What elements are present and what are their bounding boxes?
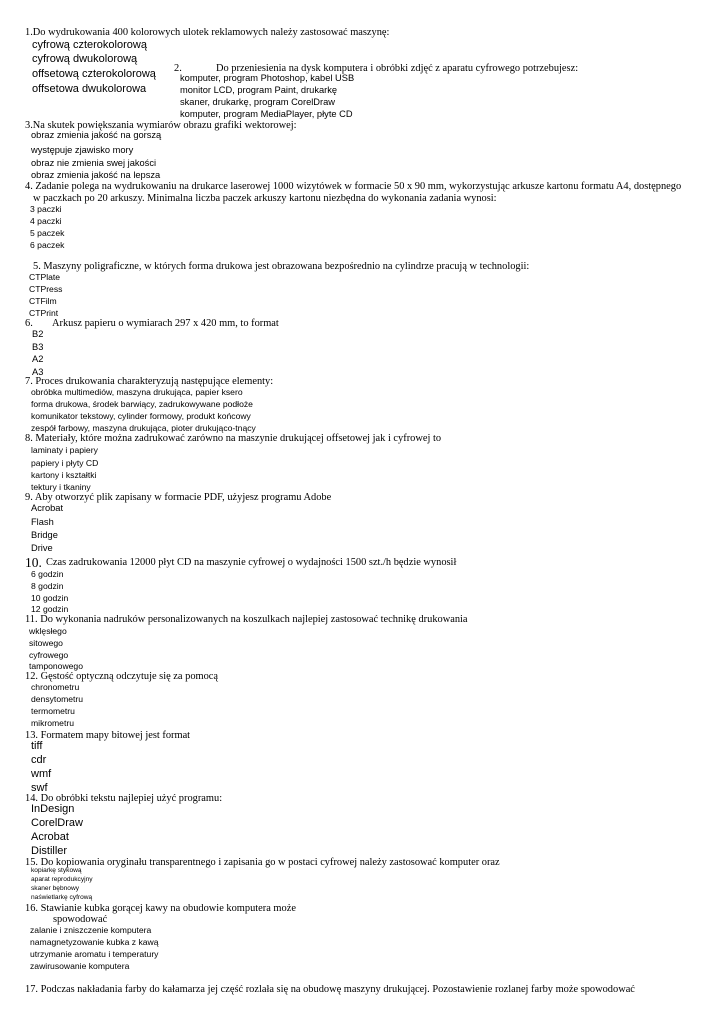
question-15: 15. Do kopiowania oryginału transparentnego i zapisania go w postaci cyfrowej należy zastosować komputer oraz xyxy=(25,857,500,868)
q9-answer-c: Bridge xyxy=(31,530,58,540)
q15-answer-a: kopiarkę stykową xyxy=(31,867,82,874)
q15-answer-d: naświetlarkę cyfrową xyxy=(31,894,93,901)
q7-answer-c: komunikator tekstowy, cylinder formowy, produkt końcowy xyxy=(31,411,251,421)
q10-answer-d: 12 godzin xyxy=(31,604,69,614)
question-16-cont: spowodować xyxy=(53,914,108,925)
q16-answer-c: utrzymanie aromatu i temperatury xyxy=(30,949,159,959)
q5-answer-a: CTPlate xyxy=(29,272,61,282)
q12-answer-c: termometru xyxy=(31,706,75,716)
question-10: Czas zadrukowania 12000 płyt CD na maszynie cyfrowej o wydajności 1500 szt./h będzie wynosił xyxy=(46,557,457,568)
q1-answer-a: cyfrową czterokolorową xyxy=(32,39,147,51)
q12-answer-d: mikrometru xyxy=(31,718,74,728)
q10-answer-c: 10 godzin xyxy=(31,593,69,603)
q4-answer-a: 3 paczki xyxy=(30,204,62,214)
q6-answer-b: B3 xyxy=(32,342,44,352)
q10-answer-a: 6 godzin xyxy=(31,569,64,579)
q2-answer-a: komputer, program Photoshop, kabel USB xyxy=(180,73,355,83)
q10-answer-b: 8 godzin xyxy=(31,581,64,591)
question-6: Arkusz papieru o wymiarach 297 x 420 mm, to format xyxy=(52,318,279,329)
question-16: 16. Stawianie kubka gorącej kawy na obudowie komputera może xyxy=(25,903,296,914)
q16-answer-a: zalanie i zniszczenie komputera xyxy=(30,925,152,935)
q9-answer-a: Acrobat xyxy=(31,503,64,513)
question-5: 5. Maszyny poligraficzne, w których forma drukowa jest obrazowana bezpośrednio na cylindrze pracują w technologii: xyxy=(33,261,530,272)
q14-answer-c: Acrobat xyxy=(31,831,69,843)
question-2-number: 2. xyxy=(174,63,182,74)
question-3: 3.Na skutek powiększania wymiarów obrazu grafiki wektorowej: xyxy=(25,120,297,131)
q13-answer-b: cdr xyxy=(31,754,47,766)
q9-answer-d: Drive xyxy=(31,543,53,553)
q8-answer-d: tektury i tkaniny xyxy=(31,482,91,492)
q6-answer-a: B2 xyxy=(32,329,44,339)
q2-answer-c: skaner, drukarkę, program CorelDraw xyxy=(180,97,336,107)
q8-answer-a: laminaty i papiery xyxy=(31,445,98,455)
q3-answer-a: obraz zmienia jakość na gorszą xyxy=(31,130,162,140)
q3-answer-b: występuje zjawisko mory xyxy=(31,145,134,155)
q16-answer-b: namagnetyzowanie kubka z kawą xyxy=(30,937,159,947)
q13-answer-c: wmf xyxy=(31,768,52,780)
q11-answer-b: sitowego xyxy=(29,638,63,648)
q15-answer-c: skaner bębnowy xyxy=(31,885,80,892)
q6-answer-c: A2 xyxy=(32,354,44,364)
question-6-number: 6. xyxy=(25,318,33,329)
question-4: 4. Zadanie polega na wydrukowaniu na drukarce laserowej 1000 wizytówek w formacie 50 x 90 mm, wykorzystując arkusze kartonu formatu A4, dostępnego xyxy=(25,181,682,192)
question-14: 14. Do obróbki tekstu najlepiej użyć programu: xyxy=(25,793,223,804)
q9-answer-b: Flash xyxy=(31,517,54,527)
q7-answer-b: forma drukowa, środek barwiący, zadrukowywane podłoże xyxy=(31,399,253,409)
q2-answer-d: komputer, program MediaPlayer, płyte CD xyxy=(180,109,353,119)
q7-answer-a: obróbka multimediów, maszyna drukująca, papier ksero xyxy=(31,387,243,397)
q12-answer-b: densytometru xyxy=(31,694,84,704)
q8-answer-b: papiery i płyty CD xyxy=(31,458,99,468)
question-1: 1.Do wydrukowania 400 kolorowych ulotek reklamowych należy zastosować maszynę: xyxy=(25,27,390,38)
q14-answer-b: CorelDraw xyxy=(31,817,83,829)
q7-answer-d: zespół farbowy, maszyna drukująca, pioter drukująco-tnący xyxy=(31,423,256,433)
question-4-cont: w paczkach po 20 arkuszy. Minimalna liczba paczek arkuszy kartonu niezbędna do wykonania zadania wynosi: xyxy=(33,193,497,204)
question-7: 7. Proces drukowania charakteryzują następujące elementy: xyxy=(25,376,274,387)
question-2: Do przeniesienia na dysk komputera i obróbki zdjęć z aparatu cyfrowego potrzebujesz: xyxy=(216,63,579,74)
q1-answer-c: offsetową czterokolorową xyxy=(32,68,156,80)
q11-answer-a: wklęsłego xyxy=(29,626,67,636)
q11-answer-c: cyfrowego xyxy=(29,650,69,660)
question-9: 9. Aby otworzyć plik zapisany w formacie PDF, użyjesz programu Adobe xyxy=(25,492,332,503)
q2-answer-b: monitor LCD, program Paint, drukarkę xyxy=(180,85,338,95)
question-8: 8. Materiały, które można zadrukować zarówno na maszynie drukującej offsetowej jak i cyfrowej to xyxy=(25,433,442,444)
q13-answer-a: tiff xyxy=(31,740,43,752)
q15-answer-b: aparat reprodukcyjny xyxy=(31,876,93,883)
q3-answer-d: obraz zmienia jakość na lepsza xyxy=(31,170,161,180)
q5-answer-d: CTPrint xyxy=(29,308,59,318)
question-17: 17. Podczas nakładania farby do kałamarza jej część rozlała się na obudowę maszyny drukującej. Pozostawienie rozlanej farby może spowodować xyxy=(25,984,635,995)
q4-answer-c: 5 paczek xyxy=(30,228,65,238)
q1-answer-d: offsetowa dwukolorowa xyxy=(32,83,147,95)
q12-answer-a: chronometru xyxy=(31,682,80,692)
question-13: 13. Formatem mapy bitowej jest format xyxy=(25,730,191,741)
q16-answer-d: zawirusowanie komputera xyxy=(30,961,130,971)
q5-answer-c: CTFilm xyxy=(29,296,57,306)
question-11: 11. Do wykonania nadruków personalizowanych na koszulkach najlepiej zastosować technikę drukowania xyxy=(25,614,468,625)
q4-answer-d: 6 paczek xyxy=(30,240,65,250)
q6-answer-d: A3 xyxy=(32,367,44,377)
q5-answer-b: CTPress xyxy=(29,284,63,294)
q14-answer-a: InDesign xyxy=(31,803,75,815)
question-10-number: 10. xyxy=(25,555,42,570)
q11-answer-d: tamponowego xyxy=(29,661,83,671)
q4-answer-b: 4 paczki xyxy=(30,216,62,226)
q1-answer-b: cyfrową dwukolorową xyxy=(32,53,138,65)
q14-answer-d: Distiller xyxy=(31,845,68,857)
question-12: 12. Gęstość optyczną odczytuje się za pomocą xyxy=(25,671,219,682)
q3-answer-c: obraz nie zmienia swej jakości xyxy=(31,158,157,168)
q8-answer-c: kartony i kształtki xyxy=(31,470,97,480)
q13-answer-d: swf xyxy=(31,782,48,794)
